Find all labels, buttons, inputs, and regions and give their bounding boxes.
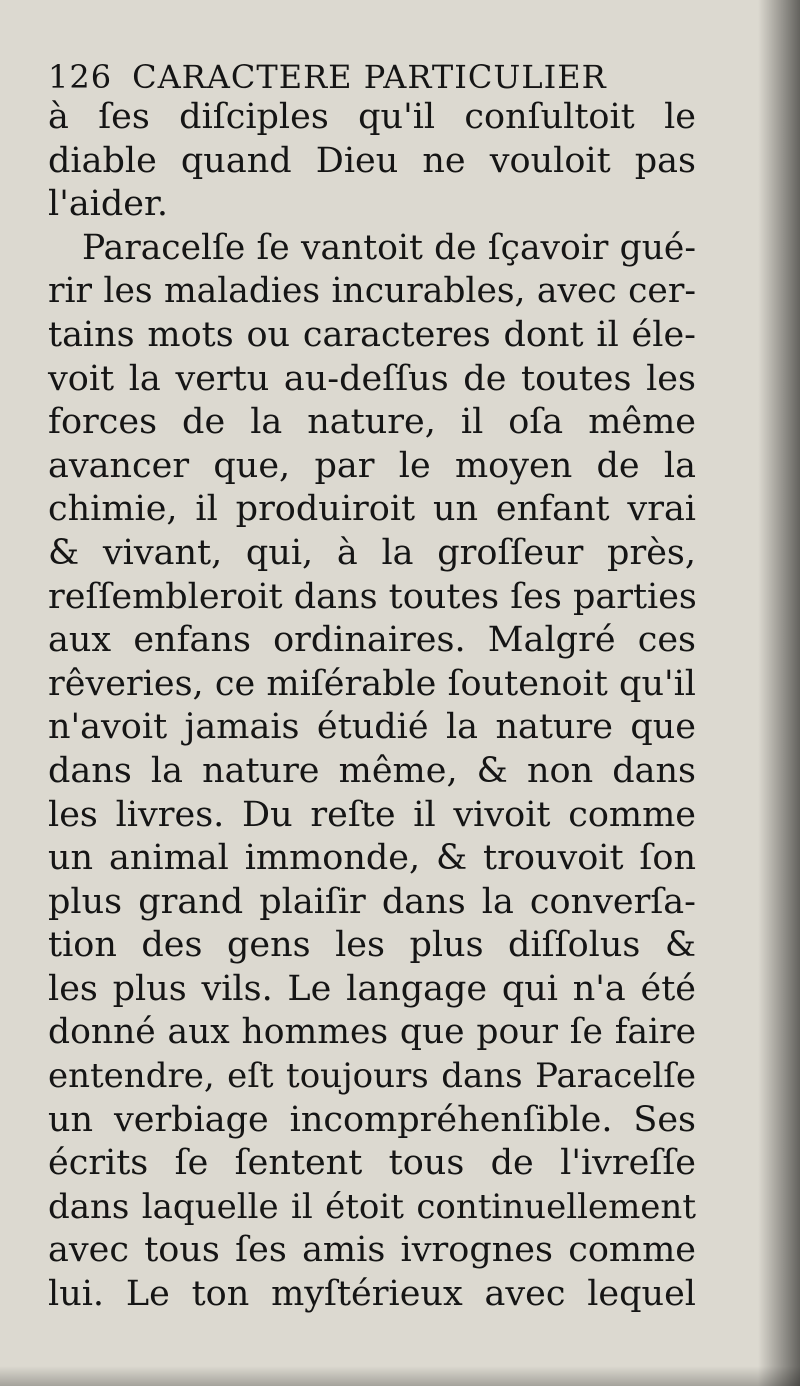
text-line: les livres. Du reſte il vivoit comme (48, 794, 696, 835)
text-line: voit la vertu au-deſſus de toutes les (48, 358, 696, 399)
running-title: CARACTERE PARTICULIER (132, 58, 607, 96)
page-number: 126 (48, 58, 113, 96)
body-text (48, 96, 696, 1317)
text-line: aux enfans ordinaires. Malgré ces (48, 620, 696, 661)
text-line: les plus vils. Le langage qui n'a été (48, 968, 696, 1009)
text-line: dans la nature même, & non dans (48, 750, 696, 791)
text-line: dans laquelle il étoit continuellement (48, 1186, 696, 1227)
page-bottom-shadow (0, 1366, 800, 1386)
text-line: un animal immonde, & trouvoit ſon (48, 838, 696, 879)
text-line: reſſembleroit dans toutes ſes parties (48, 576, 697, 617)
text-line: l'aider. (48, 184, 169, 225)
text-line: donné aux hommes que pour ſe faire (48, 1012, 696, 1053)
text-line: rêveries, ce miſérable ſoutenoit qu'il (48, 663, 696, 704)
text-line: n'avoit jamais étudié la nature que (48, 707, 696, 748)
text-line: Paracelſe ſe vantoit de ſçavoir gué- (82, 227, 696, 268)
page-text (48, 52, 696, 1317)
text-line: à ſes diſciples qu'il conſultoit le (48, 97, 696, 137)
text-line: tion des gens les plus diſſolus & (48, 925, 696, 966)
text-line: & vivant, qui, à la groſſeur près, (48, 532, 696, 573)
text-line: entendre, eſt toujours dans Paracelſe (48, 1056, 696, 1097)
page-gutter-shadow (758, 0, 800, 1386)
running-header (48, 52, 696, 96)
text-line: un verbiage incompréhenſible. Ses (48, 1099, 696, 1140)
text-line: avec tous ſes amis ivrognes comme (48, 1230, 696, 1271)
text-line: plus grand plaiſir dans la converſa- (48, 881, 696, 922)
text-line: forces de la nature, il oſa même (48, 402, 696, 443)
text-line: diable quand Dieu ne vouloit pas (48, 140, 696, 181)
text-line: lui. Le ton myſtérieux avec lequel (48, 1274, 696, 1315)
text-line: rir les maladies incurables, avec cer- (48, 271, 696, 312)
text-line: avancer que, par le moyen de la (48, 445, 696, 486)
text-line: chimie, il produiroit un enfant vrai (48, 489, 696, 530)
text-line: écrits ſe ſentent tous de l'ivreſſe (48, 1143, 696, 1184)
text-line: tains mots ou caracteres dont il éle- (48, 314, 696, 355)
